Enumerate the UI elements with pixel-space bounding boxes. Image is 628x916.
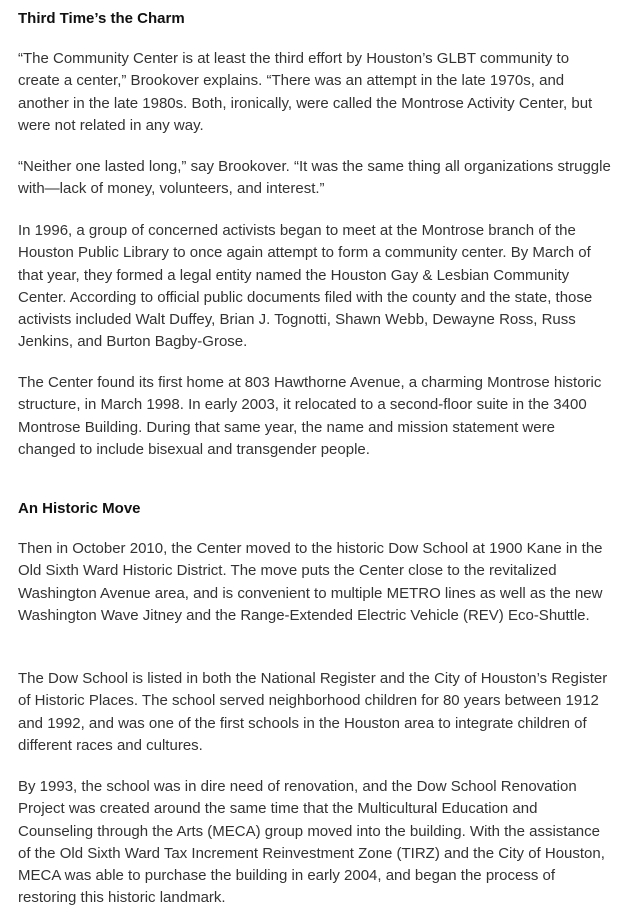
paragraph: “The Community Center is at least the third effort by Houston’s GLBT community to create a center,” Brookover explains. “There was an attempt in the late 1970s, and another in the late 1980s. Both, ironically, were called the Montrose Activity Center, but were not related in any way. [18, 50, 593, 134]
paragraph: In 1996, a group of concerned activists began to meet at the Montrose branch of the Houston Public Library to once again attempt to form a community center. By March of that year, they formed a legal entity named the Houston Gay & Lesbian Community Center. According to official public documents filed with the county and the state, those activists included Walt Duffey, Brian J. Tognotti, Shawn Webb, Dewayne Ross, Russ Jenkins, and Burton Bagby-Grose. [18, 222, 593, 351]
paragraph: The Dow School is listed in both the National Register and the City of Houston’s Register of Historic Places. The school served neighborhood children for 80 years between 1912 and 1992, and was one of the first schools in the Houston area to integrate children of different races and cultures. [18, 670, 608, 754]
paragraph: By 1993, the school was in dire need of renovation, and the Dow School Renovation Project was created around the same time that the Multicultural Education and Counseling through the Arts (MECA) group moved into the building. With the assistance of the Old Sixth Ward Tax Increment Reinvestment Zone (TIRZ) and the City of Houston, MECA was able to purchase the building in early 2004, and began the process of restoring this historic landmark. [18, 778, 605, 907]
section-heading-charm: Third Time’s the Charm [18, 10, 185, 27]
paragraph: Then in October 2010, the Center moved to the historic Dow School at 1900 Kane in the Old Sixth Ward Historic District. The move puts the Center close to the revitalized Washington Avenue area, and is convenient to multiple METRO lines as well as the new Washington Wave Jitney and the Range-Extended Electric Vehicle (REV) Eco-Shuttle. [18, 540, 603, 624]
section-heading-historic-move: An Historic Move [18, 500, 141, 517]
paragraph: “Neither one lasted long,” say Brookover. “It was the same thing all organizations struggle with—lack of money, volunteers, and interest.” [18, 158, 611, 198]
paragraph: The Center found its first home at 803 Hawthorne Avenue, a charming Montrose historic structure, in March 1998. In early 2003, it relocated to a second-floor suite in the 3400 Montrose Building. During that same year, the name and mission statement were changed to include bisexual and transgender people. [18, 374, 602, 458]
